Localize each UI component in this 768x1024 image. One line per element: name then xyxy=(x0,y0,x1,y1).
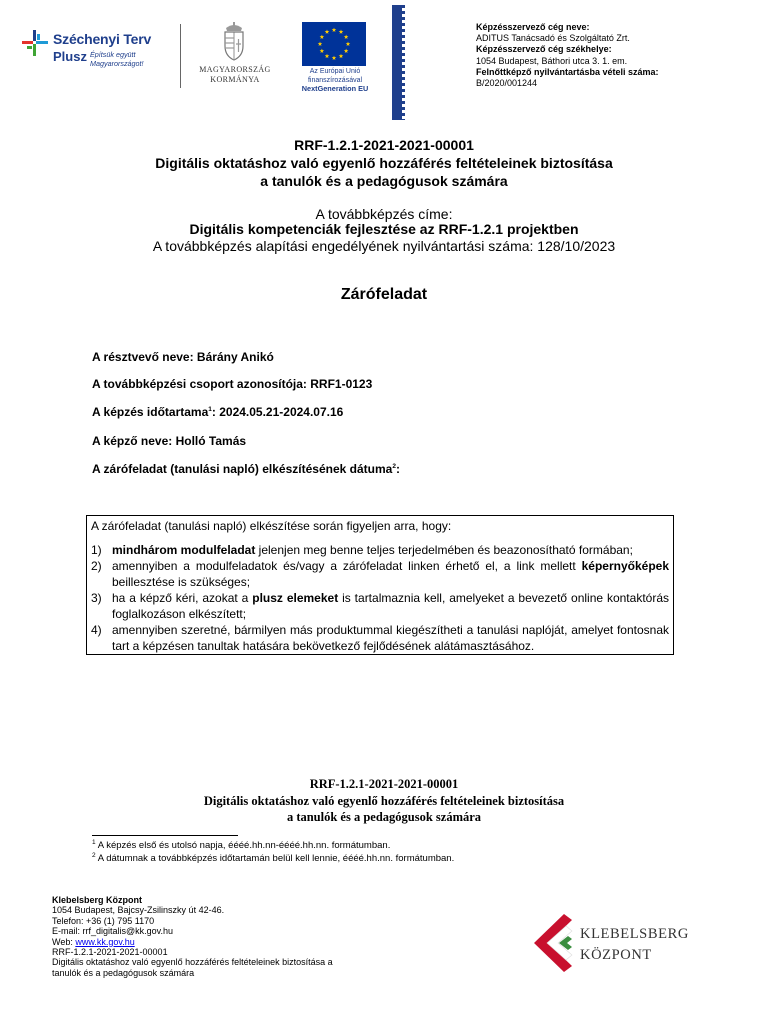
organizer-seat-value: 1054 Budapest, Báthori utca 3. 1. em. xyxy=(476,55,628,66)
footer-contact xyxy=(52,895,412,978)
organizer-seat-label: Képzésszervező cég székhelye: xyxy=(476,44,612,55)
bottom-project-code: RRF-1.2.1-2021-2021-00001 xyxy=(309,777,459,791)
organizer-reg-value: B/2020/001244 xyxy=(476,78,538,89)
footer-org-name: Klebelsberg Központ xyxy=(52,895,143,905)
instruction-text: amennyiben szeretné, bármilyen más produktummal kiegészítheti a tanulási naplóját, amelyet fontosnak tart a képzésen tanultak hatására bekövetkező fejlődésének alátámasztásához. xyxy=(112,623,669,653)
footer-address: 1054 Budapest, Bajcsy-Zsilinszky út 42-46. xyxy=(52,905,225,916)
footer-web xyxy=(52,937,412,947)
kormany-line-1: MAGYARORSZÁG xyxy=(199,65,271,74)
instruction-text: ha a képző kéri, azokat a xyxy=(112,591,253,605)
footer-project-title-line-2: tanulók és a pedagógusok számára xyxy=(52,967,195,978)
footer-email: E-mail: rrf_digitalis@kk.gov.hu xyxy=(52,926,174,937)
organizer-name-label: Képzésszervező cég neve: xyxy=(476,22,590,32)
instruction-text: beillesztése is szükséges; xyxy=(112,575,251,589)
instruction-text: amennyiben a modulfeladatok és/vagy a zárófeladat linken érhető el, a link mellett xyxy=(112,559,582,573)
instruction-intro: A zárófeladat (tanulási napló) elkészítése során figyeljen arra, hogy: xyxy=(91,519,452,533)
eu-line-2: finanszírozásával xyxy=(307,76,363,84)
footer-project-code: RRF-1.2.1-2021-2021-00001 xyxy=(52,947,168,958)
klebelsberg-kozpont-logo xyxy=(534,912,694,974)
bottom-project-title-line-2: a tanulók és a pedagógusok számára xyxy=(286,810,482,824)
szechenyi-slogan xyxy=(90,50,170,68)
eu-nextgeneration: NextGeneration EU xyxy=(301,84,369,93)
footer-web-label: Web: xyxy=(52,936,76,947)
submission-date xyxy=(92,462,400,476)
szechenyi-cross-icon xyxy=(22,30,50,58)
instruction-number: 1) xyxy=(91,543,102,557)
eu-funding-logo xyxy=(296,20,376,98)
footer-web-link[interactable]: www.kk.gov.hu xyxy=(75,936,135,947)
klebelsberg-logo-line-2: KÖZPONT xyxy=(580,947,652,963)
footnote-text: A dátumnak a továbbképzés időtartamán belül kell lennie, éééé.hh.nn. formátumban. xyxy=(95,853,455,864)
project-title-line-2: a tanulók és a pedagógusok számára xyxy=(260,173,508,189)
footnote-text: A képzés első és utolsó napja, éééé.hh.nn-éééé.hh.nn. formátumban. xyxy=(95,840,391,851)
eu-flag-icon xyxy=(302,22,366,66)
szechenyi-slogan-line-1: Építsük együtt xyxy=(90,50,136,59)
magyarorszag-kormanya-logo xyxy=(198,20,278,92)
szechenyi-terv-logo xyxy=(22,28,162,88)
header-divider xyxy=(180,24,181,88)
date-footnote-ref: 2 xyxy=(392,463,396,470)
document-title: Zárófeladat xyxy=(340,286,428,303)
instruction-text: is tartalmaznia kell, amelyeket a bevezető online kontaktórás foglalkozáson elkészített; xyxy=(112,591,669,621)
duration-footnote-ref: 1 xyxy=(208,406,212,413)
footnote-number: 1 xyxy=(92,838,96,846)
training-title: Digitális kompetenciák fejlesztése az RRF-1.2.1 projektben xyxy=(189,221,579,237)
klebelsberg-chevron-icon xyxy=(534,912,576,974)
footnote-separator xyxy=(92,835,238,836)
training-label: A továbbképzés címe: xyxy=(315,206,453,222)
header-blue-bar xyxy=(392,5,402,120)
klebelsberg-logo-line-1: KLEBELSBERG xyxy=(580,926,689,942)
footer-project-title-line-1: Digitális oktatáshoz való egyenlő hozzáférés feltételeinek biztosítása a xyxy=(52,957,333,968)
date-colon: : xyxy=(395,462,400,476)
date-label: A zárófeladat (tanulási napló) elkészítésének dátuma xyxy=(92,462,393,476)
instruction-text: jelenjen meg benne teljes terjedelmében és beazonosítható formában; xyxy=(255,543,633,557)
participant-name: A résztvevő neve: Bárány Anikó xyxy=(92,350,274,364)
instruction-item xyxy=(91,558,669,590)
szechenyi-title: Széchenyi Terv xyxy=(53,31,152,47)
instruction-number: 2) xyxy=(91,559,102,573)
header-stripe-bar xyxy=(402,5,405,120)
instruction-item xyxy=(91,590,669,622)
instruction-item xyxy=(91,542,669,558)
organizer-name-value: ADITUS Tanácsadó és Szolgáltató Zrt. xyxy=(476,33,630,44)
kormany-line-2: KORMÁNYA xyxy=(210,75,260,84)
instruction-emphasis: mindhárom modulfeladat xyxy=(112,543,256,557)
trainer-name: A képző neve: Holló Tamás xyxy=(92,434,247,448)
group-id: A továbbképzési csoport azonosítója: RRF1-0123 xyxy=(92,377,373,391)
project-code: RRF-1.2.1-2021-2021-00001 xyxy=(294,137,474,153)
instruction-number: 3) xyxy=(91,591,102,605)
szechenyi-slogan-line-2: Magyarországot! xyxy=(90,59,144,68)
project-title-line-1: Digitális oktatáshoz való egyenlő hozzáférés feltételeinek biztosítása xyxy=(155,155,613,171)
footer-phone: Telefon: +36 (1) 795 1170 xyxy=(52,915,155,926)
organizer-info xyxy=(476,22,736,89)
footnote-1 xyxy=(92,840,390,852)
footnote-number: 2 xyxy=(92,851,96,859)
instruction-emphasis: plusz elemeket xyxy=(252,591,339,605)
instruction-emphasis: képernyőképek xyxy=(581,559,669,573)
eu-text xyxy=(296,68,374,94)
organizer-reg-label: Felnőttképző nyilvántartásba vételi száma: xyxy=(476,66,659,77)
coat-of-arms-icon xyxy=(220,22,248,62)
klebelsberg-logo-text xyxy=(580,924,689,966)
footnote-2 xyxy=(92,853,454,865)
instruction-number: 4) xyxy=(91,623,102,637)
szechenyi-plus: Plusz xyxy=(53,49,87,64)
duration-label: A képzés időtartama xyxy=(92,405,209,419)
training-duration xyxy=(92,405,343,419)
training-license: A továbbképzés alapítási engedélyének nyilvántartási száma: 128/10/2023 xyxy=(152,238,616,254)
instruction-box xyxy=(86,515,674,655)
eu-line-1: Az Európai Unió xyxy=(309,68,361,75)
kormany-text xyxy=(198,65,272,85)
instruction-list xyxy=(91,542,669,654)
bottom-project-title-line-1: Digitális oktatáshoz való egyenlő hozzáférés feltételeinek biztosítása xyxy=(203,794,565,808)
instruction-item xyxy=(91,622,669,654)
duration-value: : 2024.05.21-2024.07.16 xyxy=(211,405,344,419)
